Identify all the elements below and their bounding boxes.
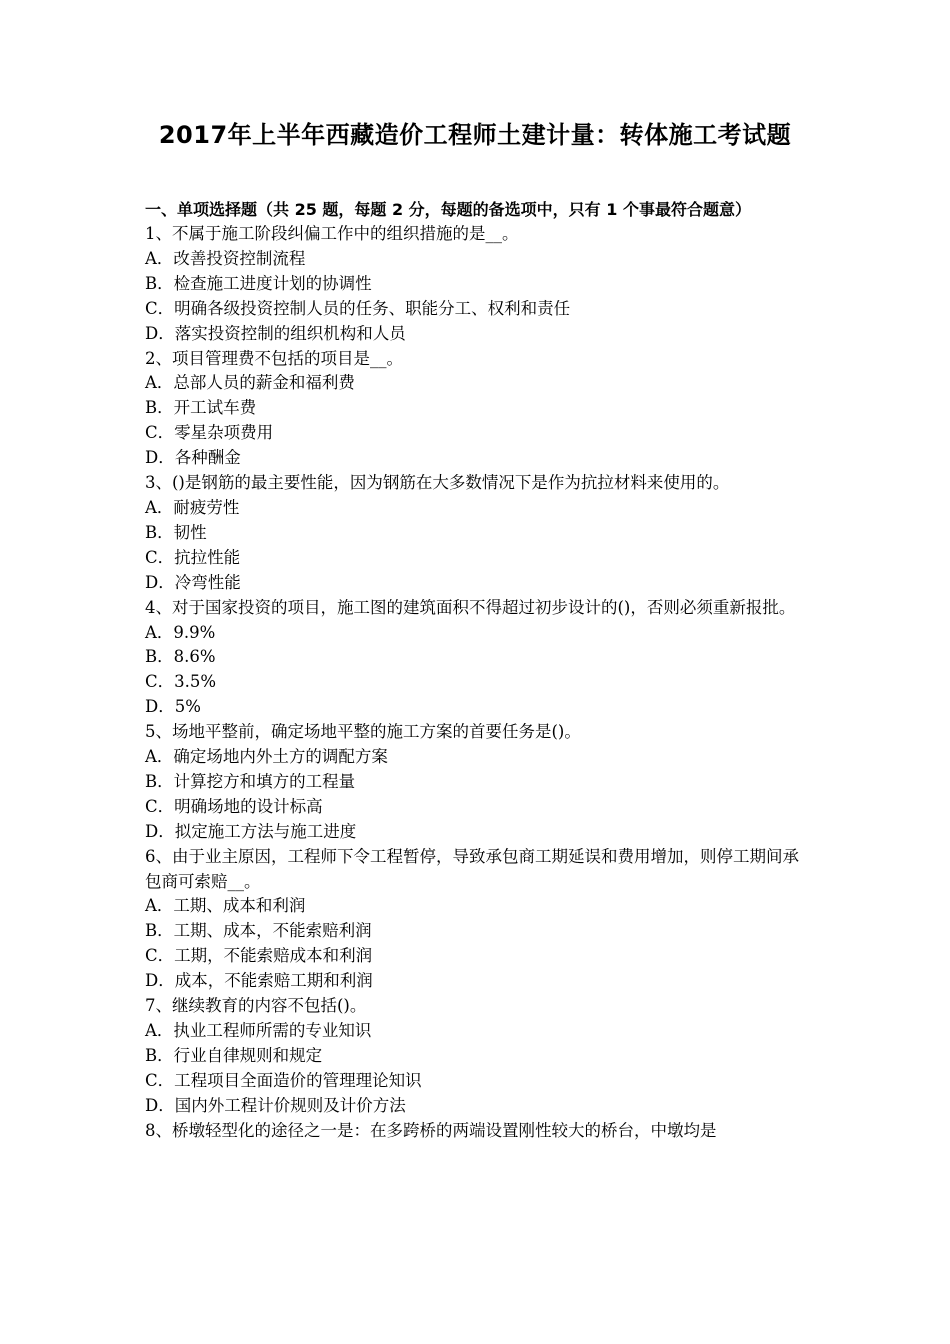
option-c: C．工程项目全面造价的管理理论知识 (145, 1070, 422, 1090)
question-stem: 3、()是钢筋的最主要性能，因为钢筋在大多数情况下是作为抗拉材料来使用的。 (145, 473, 730, 493)
option-d: D．各种酬金 (145, 448, 241, 468)
question-5 (145, 720, 810, 845)
option-d: D．拟定施工方法与施工进度 (145, 821, 357, 841)
option-b: B．工期、成本，不能索赔利润 (145, 921, 372, 941)
question-stem: 8、桥墩轻型化的途径之一是：在多跨桥的两端设置刚性较大的桥台，中墩均是 (145, 1120, 717, 1140)
option-b: B．行业自律规则和规定 (145, 1045, 323, 1065)
option-a: A．确定场地内外土方的调配方案 (145, 747, 388, 767)
option-d: D．冷弯性能 (145, 572, 241, 592)
option-a: A．工期、成本和利润 (145, 896, 306, 916)
option-a: A．改善投资控制流程 (145, 248, 306, 268)
question-stem: 4、对于国家投资的项目，施工图的建筑面积不得超过初步设计的()，否则必须重新报批。 (145, 597, 796, 617)
question-stem: 2、项目管理费不包括的项目是__。 (145, 348, 403, 368)
question-stem: 1、不属于施工阶段纠偏工作中的组织措施的是__。 (145, 224, 519, 243)
question-stem: 6、由于业主原因，工程师下令工程暂停，导致承包商工期延误和费用增加，则停工期间承包商可索赔__。 (145, 846, 799, 891)
question-8 (145, 1119, 810, 1144)
option-d: D．落实投资控制的组织机构和人员 (145, 323, 406, 343)
option-b: B．8.6% (145, 647, 216, 667)
question-stem: 7、继续教育的内容不包括()。 (145, 996, 367, 1016)
question-7 (145, 994, 810, 1119)
option-a: A．总部人员的薪金和福利费 (145, 373, 355, 393)
option-b: B．开工试车费 (145, 398, 257, 418)
question-4 (145, 596, 810, 721)
section-heading: 一、单项选择题（共 25 题，每题 2 分，每题的备选项中，只有 1 个事最符合题意） (145, 200, 751, 219)
option-d: D．5% (145, 697, 201, 717)
option-d: D．国内外工程计价规则及计价方法 (145, 1095, 406, 1115)
question-stem: 5、场地平整前，确定场地平整的施工方案的首要任务是()。 (145, 722, 581, 742)
option-c: C．明确各级投资控制人员的任务、职能分工、权利和责任 (145, 298, 571, 318)
question-6 (145, 845, 810, 994)
page-title: 2017年上半年西藏造价工程师土建计量：转体施工考试题 (158, 121, 792, 149)
question-2 (145, 347, 810, 472)
option-a: A．9.9% (145, 622, 216, 642)
question-1 (145, 222, 810, 347)
option-c: C．3.5% (145, 672, 217, 692)
option-c: C．工期，不能索赔成本和利润 (145, 946, 373, 966)
option-c: C．明确场地的设计标高 (145, 796, 323, 816)
option-c: C．抗拉性能 (145, 547, 241, 567)
option-b: B．韧性 (145, 522, 207, 542)
question-3 (145, 471, 810, 596)
option-d: D．成本，不能索赔工期和利润 (145, 971, 373, 991)
option-b: B．计算挖方和填方的工程量 (145, 771, 356, 791)
option-a: A．执业工程师所需的专业知识 (145, 1021, 372, 1040)
option-c: C．零星杂项费用 (145, 423, 274, 443)
option-b: B．检查施工进度计划的协调性 (145, 273, 372, 293)
option-a: A．耐疲劳性 (145, 497, 240, 517)
document-body (145, 197, 810, 1144)
